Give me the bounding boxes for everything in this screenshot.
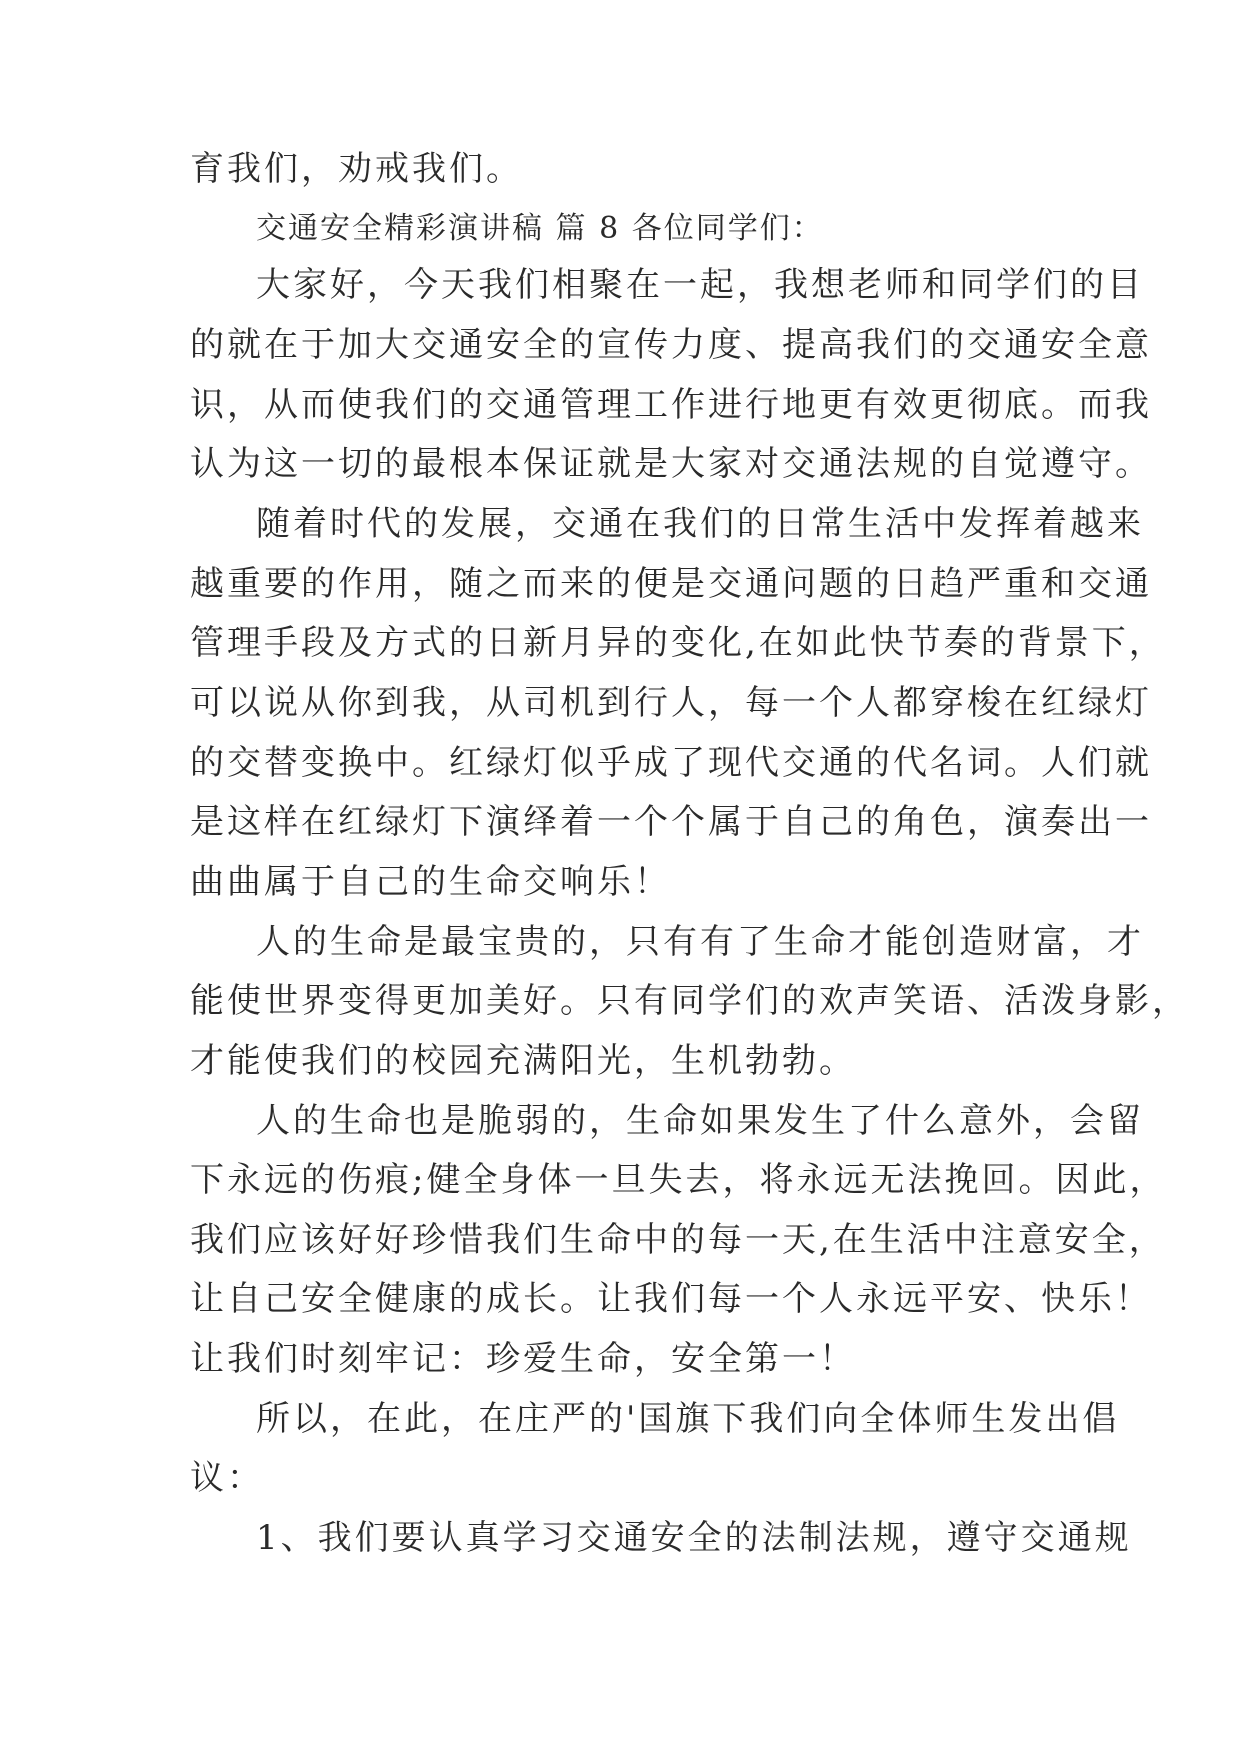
text-line: 可以说从你到我，从司机到行人，每一个人都穿梭在红绿灯 bbox=[190, 683, 1152, 723]
text-line: 认为这一切的最根本保证就是大家对交通法规的自觉遵守。 bbox=[190, 444, 1152, 484]
text-line: 所以，在此，在庄严的'国旗下我们向全体师生发出倡 bbox=[256, 1399, 1120, 1439]
text-line: 议： bbox=[190, 1458, 264, 1498]
text-line: 我们应该好好珍惜我们生命中的每一天,在生活中注意安全， bbox=[190, 1220, 1166, 1260]
text-line: 大家好，今天我们相聚在一起，我想老师和同学们的目 bbox=[256, 265, 1144, 305]
text-line: 下永远的伤痕;健全身体一旦失去，将永远无法挽回。因此， bbox=[190, 1160, 1167, 1200]
text-line: 1、我们要认真学习交通安全的法制法规，遵守交通规 bbox=[256, 1518, 1132, 1558]
text-line: 的交替变换中。红绿灯似乎成了现代交通的代名词。人们就 bbox=[190, 743, 1152, 783]
text-line: 曲曲属于自己的生命交响乐！ bbox=[190, 862, 671, 902]
text-line: 让自己安全健康的成长。让我们每一个人永远平安、快乐！ bbox=[190, 1279, 1152, 1319]
text-line: 识，从而使我们的交通管理工作进行地更有效更彻底。而我 bbox=[190, 385, 1152, 425]
text-line: 育我们，劝戒我们。 bbox=[190, 149, 523, 189]
text-line: 随着时代的发展，交通在我们的日常生活中发挥着越来 bbox=[256, 504, 1144, 544]
text-line: 管理手段及方式的日新月异的变化,在如此快节奏的背景下， bbox=[190, 623, 1166, 663]
text-line: 人的生命是最宝贵的，只有有了生命才能创造财富，才 bbox=[256, 922, 1144, 962]
text-line: 人的生命也是脆弱的，生命如果发生了什么意外，会留 bbox=[256, 1101, 1144, 1141]
text-line: 的就在于加大交通安全的宣传力度、提高我们的交通安全意 bbox=[190, 325, 1152, 365]
section-heading: 交通安全精彩演讲稿 篇 8 各位同学们： bbox=[256, 211, 824, 246]
text-line: 能使世界变得更加美好。只有同学们的欢声笑语、活泼身影， bbox=[190, 981, 1189, 1021]
text-line: 才能使我们的校园充满阳光，生机勃勃。 bbox=[190, 1041, 856, 1081]
text-line: 是这样在红绿灯下演绎着一个个属于自己的角色，演奏出一 bbox=[190, 802, 1152, 842]
text-line: 越重要的作用，随之而来的便是交通问题的日趋严重和交通 bbox=[190, 564, 1152, 604]
text-line: 让我们时刻牢记：珍爱生命，安全第一！ bbox=[190, 1339, 856, 1379]
